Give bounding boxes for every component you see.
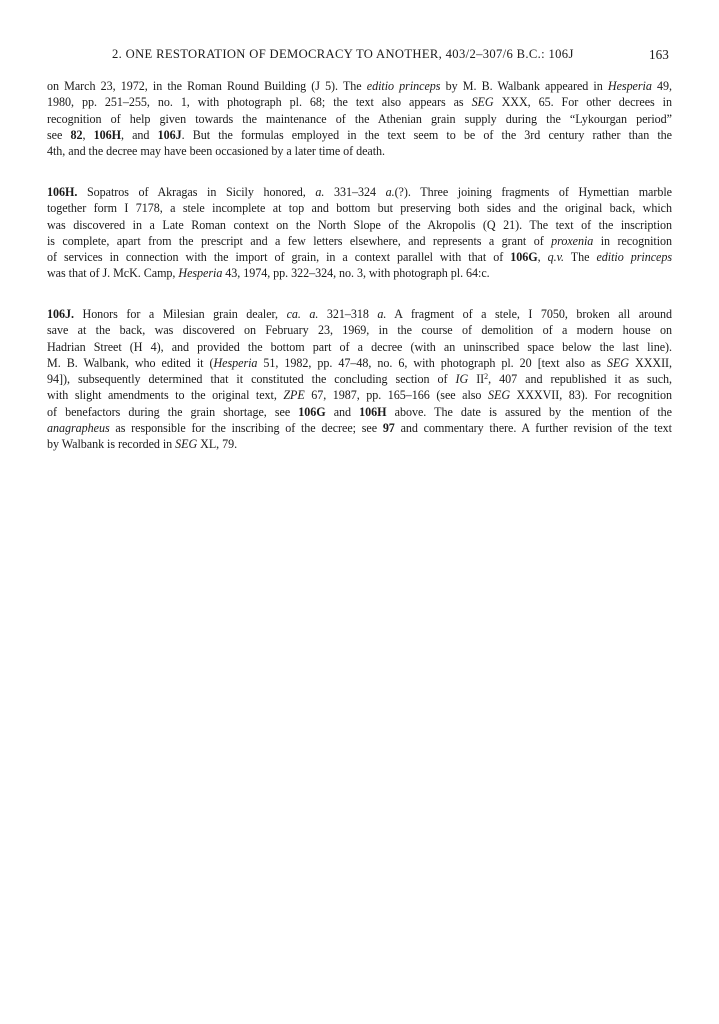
italic-text: SEG <box>471 95 494 110</box>
text-run: , <box>537 250 548 265</box>
text-run: 321–318 <box>318 307 378 321</box>
text-run: and commentary there. A further revision of the text <box>394 421 672 436</box>
text-run: . But the formulas employed in the text seem to be of the 3rd century rather than the <box>181 127 672 142</box>
text-run: above. The date is assured by the mention of the <box>386 404 672 419</box>
text-run: II <box>468 372 485 387</box>
text-line <box>47 78 672 94</box>
text-run: A fragment of a stele, I 7050, broken all around <box>386 307 672 321</box>
text-line <box>47 200 672 216</box>
entry-reference: 106H <box>359 404 387 419</box>
text-run: is complete, apart from the prescript and a few letters elsewhere, and represents a grant of <box>47 233 552 248</box>
text-line <box>47 184 672 200</box>
text-run: 51, 1982, pp. 47–48, no. 6, with photograph pl. 20 [text also as <box>257 355 607 370</box>
text-run: XXXVII, 83). For recognition <box>510 388 672 403</box>
text-line <box>47 143 672 159</box>
text-line <box>47 249 672 265</box>
running-head: 2. ONE RESTORATION OF DEMOCRACY TO ANOTHER, 403/2–307/6 B.C.: 106J <box>112 47 574 61</box>
italic-text: ZPE <box>283 388 305 403</box>
text-run: XXX, 65. For other decrees in <box>493 95 672 110</box>
text-run: 4th, and the decree may have been occasioned by a later time of death. <box>47 144 385 159</box>
text-line <box>47 371 672 387</box>
text-run: XXXII, <box>628 355 672 370</box>
italic-text: a. <box>315 185 325 199</box>
italic-text: editio princeps <box>596 250 673 265</box>
text-run: 1980, pp. 251–255, no. 1, with photograph pl. 68; the text also appears as <box>47 95 472 110</box>
text-run: , and <box>120 127 158 142</box>
text-run: and <box>325 404 360 419</box>
italic-text: editio princeps <box>366 79 441 93</box>
text-run: on March 23, 1972, in the Roman Round Building (J 5). The <box>47 79 367 93</box>
italic-text: Hesperia <box>213 355 258 370</box>
italic-text: SEG <box>487 388 511 403</box>
text-run: by M. B. Walbank appeared in <box>440 79 608 93</box>
text-run: XL, 79. <box>197 437 238 452</box>
text-run: Hadrian Street (H 4), and provided the bottom part of a decree (with an uninscribed space below the last line). <box>47 339 672 354</box>
text-run: save at the back, was discovered on February 23, 1969, in the course of demolition of a modern house on <box>47 323 672 338</box>
italic-text: SEG <box>175 437 198 452</box>
entry-reference: 106G <box>298 404 326 419</box>
text-run: as responsible for the inscribing of the decree; see <box>109 421 383 436</box>
text-run: recognition of help given towards the maintenance of the Athenian grain supply during the “Lykourgan period” <box>47 111 672 126</box>
entry-106j-paragraph <box>47 306 672 453</box>
entry-reference: 106H. <box>47 185 78 199</box>
text-run: was discovered in a Late Roman context on the North Slope of the Akropolis (Q 21). The text of the inscription <box>47 217 672 232</box>
text-line <box>47 265 672 281</box>
italic-text: anagrapheus <box>47 421 110 436</box>
superscript: 2 <box>484 372 489 382</box>
text-line <box>47 387 672 403</box>
text-run: 43, 1974, pp. 322–324, no. 3, with photograph pl. 64:c. <box>222 266 490 281</box>
text-line <box>47 436 672 452</box>
text-line <box>47 322 672 338</box>
text-run: M. B. Walbank, who edited it ( <box>47 355 214 370</box>
entry-reference: 106J. <box>47 307 74 321</box>
text-run: (?). Three joining fragments of Hymettian marble <box>394 185 672 199</box>
text-run: 49, <box>651 79 672 93</box>
italic-text: ca. a. <box>286 307 319 321</box>
text-line <box>47 404 672 420</box>
text-run: 94]), subsequently determined that it constituted the concluding section of <box>47 372 456 387</box>
text-line <box>47 94 672 110</box>
text-line <box>47 306 672 322</box>
text-run: Honors for a Milesian grain dealer, <box>73 307 287 321</box>
entry-reference: 97 <box>382 421 395 436</box>
text-run: 331–324 <box>324 185 386 199</box>
text-line <box>47 355 672 371</box>
page-number: 163 <box>649 47 669 62</box>
entry-reference: 106G <box>510 250 538 265</box>
text-line <box>47 111 672 127</box>
text-run: was that of J. McK. Camp, <box>47 266 179 281</box>
italic-text: q.v. <box>547 250 564 265</box>
continuation-paragraph <box>47 78 672 159</box>
text-line <box>47 217 672 233</box>
text-run: in recognition <box>593 233 672 248</box>
text-line <box>47 233 672 249</box>
text-line <box>47 420 672 436</box>
italic-text: Hesperia <box>607 79 652 93</box>
text-run: of services in connection with the import of grain, in a context parallel with that of <box>47 250 511 265</box>
italic-text: IG <box>455 372 469 387</box>
italic-text: SEG <box>606 355 629 370</box>
text-run: , <box>82 127 94 142</box>
text-run: , 407 and republished it as such, <box>488 372 672 387</box>
entry-106h-paragraph <box>47 184 672 282</box>
text-run: by Walbank is recorded in <box>47 437 176 452</box>
text-run: of benefactors during the grain shortage, see <box>47 404 299 419</box>
text-run: 67, 1987, pp. 165–166 (see also <box>304 388 488 403</box>
text-run: The <box>563 250 597 265</box>
text-line <box>47 339 672 355</box>
text-line <box>47 127 672 143</box>
italic-text: Hesperia <box>178 266 223 281</box>
entry-reference: 106H <box>93 127 121 142</box>
entry-reference: 82 <box>70 127 83 142</box>
text-run: Sopatros of Akragas in Sicily honored, <box>77 185 316 199</box>
italic-text: a. <box>385 185 395 199</box>
text-run: see <box>47 127 71 142</box>
entry-reference: 106J <box>157 127 182 142</box>
italic-text: a. <box>377 307 387 321</box>
italic-text: proxenia <box>551 233 594 248</box>
text-run: together form I 7178, a stele incomplete at top and bottom but preserving both sides and the original back, which <box>47 201 672 216</box>
text-run: with slight amendments to the original text, <box>47 388 284 403</box>
